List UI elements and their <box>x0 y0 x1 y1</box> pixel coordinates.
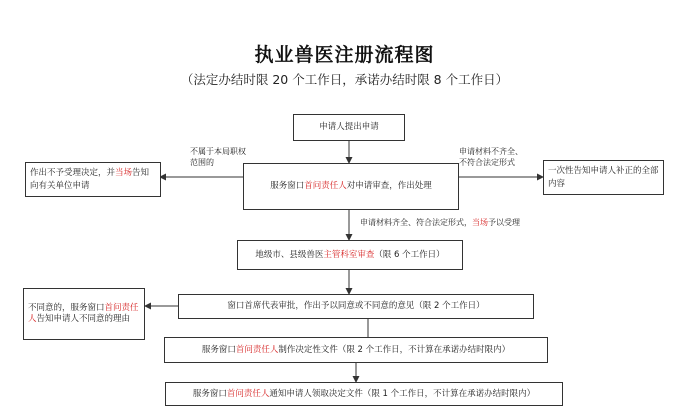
apply-box <box>293 114 405 141</box>
make-doc-box <box>164 337 548 363</box>
disagree-box <box>23 288 145 340</box>
notify-label: 服务窗口首问责任人通知申请人领取决定文件（限 1 个工作日，不计算在承诺办结时限内） <box>192 388 536 399</box>
supplement-label: 一次性告知申请人补正的全部内容 <box>548 165 659 189</box>
diagram-title: 执业兽医注册流程图 <box>254 44 435 66</box>
city-review-label: 地级市、县级兽医主管科室审查（限 6 个工作日） <box>255 249 445 260</box>
note-not-in-scope: 不属于本局职权范围的 <box>190 147 246 167</box>
note-complete: 申请材料齐全、符合法定形式，当场予以受理 <box>360 218 520 227</box>
chief-approve-label: 窗口首席代表审批，作出予以同意或不同意的意见（限 2 个工作日） <box>227 301 485 311</box>
city-review-box <box>237 240 463 270</box>
disagree-label: 不同意的，服务窗口首问责任人告知申请人不同意的理由 <box>28 302 139 324</box>
supplement-box <box>543 160 664 195</box>
review-box <box>243 163 459 210</box>
apply-label: 申请人提出申请 <box>319 122 379 132</box>
diagram-subtitle: （法定办结时限 20 个工作日，承诺办结时限 8 个工作日） <box>180 72 509 87</box>
note-incomplete: 申请材料不齐全、不符合法定形式 <box>459 147 523 167</box>
make-doc-label: 服务窗口首问责任人制作决定性文件（限 2 个工作日，不计算在承诺办结时限内） <box>201 344 511 355</box>
notify-box <box>165 382 563 406</box>
review-label: 服务窗口首问责任人对申请审查，作出处理 <box>270 181 432 191</box>
chief-approve-box <box>178 294 534 319</box>
reject-label: 作出不予受理决定，并当场告知向有关单位申请 <box>30 167 150 191</box>
reject-box <box>25 162 161 197</box>
